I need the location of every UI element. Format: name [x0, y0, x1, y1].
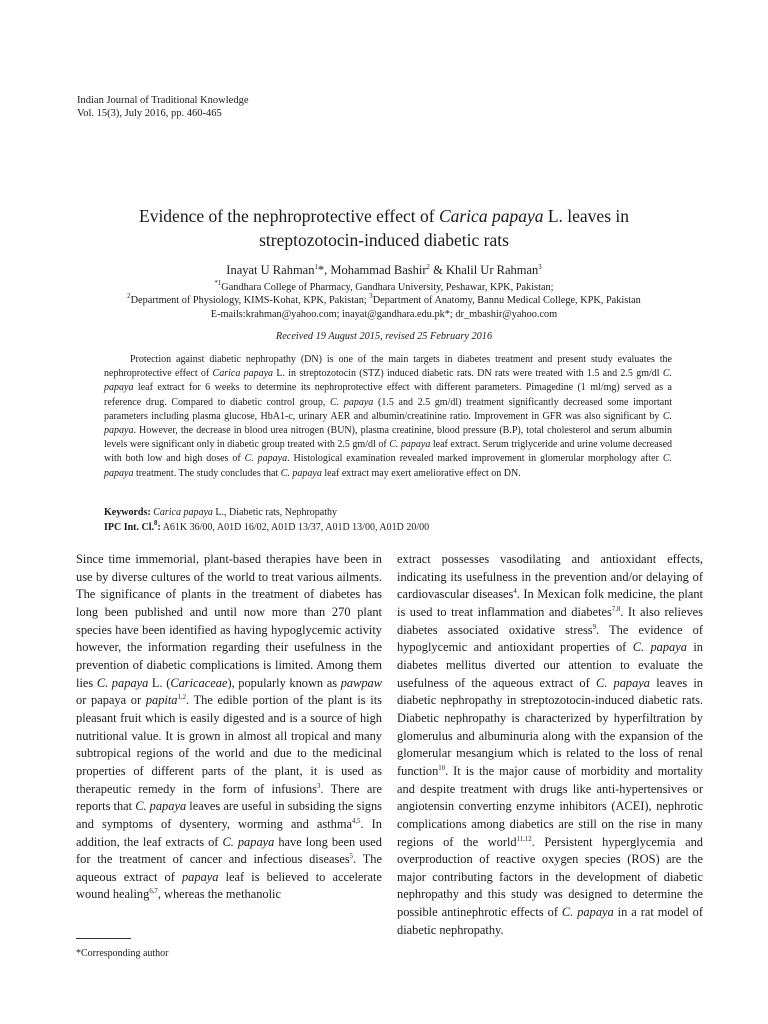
paper-title	[60, 204, 708, 252]
body-text: extract possesses vasodilating and antioxidant effects, indicating its usefulness in the prevention and/or delaying of cardiovascular diseases	[397, 552, 703, 602]
body-text: in diabetes mellitus diverted our attention to evaluate the usefulness of the aqueous extract of	[397, 640, 703, 690]
ipc-line	[104, 521, 672, 536]
citation-sup: 4	[513, 588, 517, 596]
footnote-corresponding: *Corresponding author	[76, 948, 169, 959]
author-name: Inayat U Rahman	[226, 263, 315, 277]
body-italic: C. papaya	[96, 675, 149, 690]
affiliation-text: Department of Physiology, KIMS-Kohat, KPK, Pakistan;	[130, 295, 370, 307]
author-sup: 1	[314, 264, 318, 271]
ipc-colon: :	[157, 521, 161, 533]
affiliation-sup: 3	[369, 293, 373, 301]
body-text: . There are reports that	[76, 781, 382, 814]
title-pre: Evidence of the nephroprotective effect of	[139, 206, 439, 226]
abstract-species: C. papaya	[104, 453, 672, 479]
keywords-text: L., Diabetic rats, Nephropathy	[212, 507, 338, 518]
keywords-species: Carica papaya	[153, 507, 213, 518]
abstract-species: C. papaya	[389, 439, 431, 451]
citation-sup: 11,12	[516, 835, 532, 843]
affiliation-1	[60, 281, 708, 294]
citation-sup: 10	[438, 764, 446, 772]
body-text: . The edible portion of the plant is its pleasant fruit which is easily digested and is a source of high nutritional value. It is grown in almost all tropical and many subtropical regions of the world and due to the medicinal properties of different parts of the plant, it is used as therapeutic remedy in the form of infusions	[76, 693, 382, 796]
body-italic: C. papaya	[595, 675, 650, 690]
abstract-text: Protection against diabetic nephropathy (DN) is one of the main targets in diabetes treatment and present study evaluates the nephroprotective effect of	[104, 354, 672, 380]
author-sup: 2	[426, 264, 430, 271]
body-text: L. (	[148, 675, 171, 690]
citation-sup: 4,5	[351, 817, 361, 825]
citation-sup: 3	[316, 782, 321, 790]
body-text: . It also relieves diabetes associated oxidative stress	[397, 604, 703, 637]
body-text: in a rat model of diabetic nephropathy.	[397, 905, 703, 937]
body-italic: C. papaya	[222, 834, 275, 849]
journal-header	[77, 94, 248, 120]
abstract-species: Carica papaya	[212, 368, 274, 380]
body-italic: papita	[145, 693, 178, 708]
body-text: . In addition, the leaf extracts of	[76, 816, 382, 849]
author-emails: E-mails:krahman@yahoo.com; inayat@gandhara.edu.pk*; dr_mbashir@yahoo.com	[210, 308, 558, 320]
abstract-species: C. papaya	[104, 368, 673, 394]
abstract-species: C. papaya	[244, 453, 288, 465]
author-sep: *,	[317, 263, 331, 277]
author-list	[60, 262, 708, 278]
ipc-sup: 8	[154, 519, 158, 527]
body-italic: Caricaceae	[170, 675, 228, 690]
body-italic: C. papaya	[632, 640, 687, 655]
body-text: have long been used for the treatment of cancer and infectious diseases	[76, 834, 382, 867]
body-italic: C. papaya	[135, 799, 187, 814]
body-text: or papaya or	[76, 693, 146, 708]
abstract-species: C. papaya	[280, 467, 322, 479]
body-text: . The evidence of hypoglycemic and antioxidant properties of	[397, 622, 704, 655]
affiliation-text: Department of Anatomy, Bannu Medical College, KPK, Pakistan	[372, 295, 641, 307]
abstract-text: leaf extract may exert ameliorative effect on DN.	[321, 467, 521, 479]
keywords-block	[104, 506, 672, 535]
keywords-label: Keywords:	[104, 507, 151, 518]
journal-volume: Vol. 15(3), July 2016, pp. 460-465	[77, 108, 222, 119]
body-text: Since time immemorial, plant-based therapies have been in use by diverse cultures of the world to treat various ailments. The significance of plants in the treatment of diabetes has long been published and until now more than 270 plant species have been identified as having hypoglycemic activity however, the information regarding their usefulness in the prevention of diabetic complications is limited. Among them lies	[76, 552, 382, 690]
body-text: ), popularly known as	[227, 675, 341, 690]
body-column-left	[76, 551, 382, 904]
affiliations	[60, 281, 708, 321]
abstract-text: . However, the decrease in blood urea nitrogen (BUN), plasma creatinine, blood pressure (B.P), total cholesterol and serum albumin levels were significant only in diabetic group treated with 2.5 gm/dl of	[104, 425, 672, 451]
abstract-text: leaf extract. Serum triglyceride and urine volume decreased with both low and high doses of	[104, 439, 673, 465]
abstract-text: leaf extract for 6 weeks to determine its nephroprotective effect with different parameters. Pimagedine (1 ml/mg) served as a reference drug. Compared to diabetic control group,	[104, 382, 672, 408]
body-italic: pawpaw	[340, 675, 382, 690]
body-column-right	[397, 551, 703, 939]
citation-sup: 1,2	[177, 694, 186, 702]
abstract	[104, 353, 672, 481]
body-text: leaves in diabetic nephropathy in streptozotocin-induced diabetic rats. Diabetic nephropathy is characterized by hyperfiltration by glomerulus and albuminuria along with the expansion of the glomerular mesangium which is related to the loss of renal function	[397, 675, 704, 778]
body-italic: C. papaya	[561, 905, 614, 920]
citation-sup: 7,8	[611, 605, 621, 613]
citation-sup: 6,7	[149, 888, 158, 896]
keywords-line	[104, 506, 672, 521]
abstract-text: (1.5 and 2.5 gm/dl) treatment significantly decreased some important parameters including plasma glucose, HbA1-c, urinary AER and albumin/creatinine ratio. Improvement in GFR was also significant by	[104, 396, 673, 422]
affiliation-2-3	[60, 294, 708, 307]
author-name: Khalil Ur Rahman	[445, 263, 539, 277]
abstract-text: L. in streptozotocin (STZ) induced diabetic rats. DN rats were treated with 1.5 and 2.5 gm/dl	[273, 368, 663, 380]
affiliation-sup: *1	[214, 280, 222, 287]
body-text: , whereas the methanolic	[157, 887, 281, 902]
title-line2: streptozotocin-induced diabetic rats	[259, 230, 509, 250]
author-sep: &	[429, 263, 446, 277]
abstract-species: C. papaya	[104, 410, 672, 437]
title-species: Carica papaya	[438, 206, 544, 226]
citation-sup: 5	[349, 853, 354, 861]
abstract-text: treatment. The study concludes that	[133, 467, 281, 479]
affiliation-sup: 2	[127, 293, 131, 301]
body-text: . In Mexican folk medicine, the plant is used to treat inflammation and diabetes	[397, 587, 703, 619]
footnote-divider	[76, 938, 131, 939]
ipc-codes: A61K 36/00, A01D 16/02, A01D 13/37, A01D 13/00, A01D 20/00	[160, 521, 430, 533]
received-dates: Received 19 August 2015, revised 25 February 2016	[275, 331, 493, 342]
abstract-species: C. papaya	[330, 396, 374, 408]
author-name: Mohammad Bashir	[330, 263, 427, 277]
body-text: . The aqueous extract of	[76, 852, 382, 884]
title-post: L. leaves in	[543, 206, 629, 226]
body-text: . Persistent hyperglycemia and overproduction of reactive oxygen species (ROS) are the major contributing factors in the development of diabetic nephropathy and this study was designed to determine the possible antinephrotic effects of	[397, 834, 703, 920]
body-text: leaves are useful in subsiding the signs and symptoms of dysentery, worming and asthma	[76, 799, 383, 831]
affiliation-text: Gandhara College of Pharmacy, Gandhara University, Peshawar, KPK, Pakistan;	[221, 282, 554, 293]
citation-sup: 9	[592, 623, 597, 631]
author-sup: 3	[538, 264, 542, 271]
body-text: . It is the major cause of morbidity and mortality and despite treatment with drugs like anti-hypertensives or angiotensin converting enzyme inhibitors (ACEI), nephrotic complications among diabetics are still on the rise in many regions of the world	[397, 763, 703, 849]
journal-name: Indian Journal of Traditional Knowledge	[77, 95, 249, 106]
body-text: leaf is believed to accelerate wound healing	[76, 869, 382, 902]
ipc-label: IPC Int. Cl.	[104, 521, 155, 533]
abstract-text: . Histological examination revealed marked improvement in glomerular morphology after	[287, 453, 663, 465]
body-italic: papaya	[181, 869, 219, 884]
